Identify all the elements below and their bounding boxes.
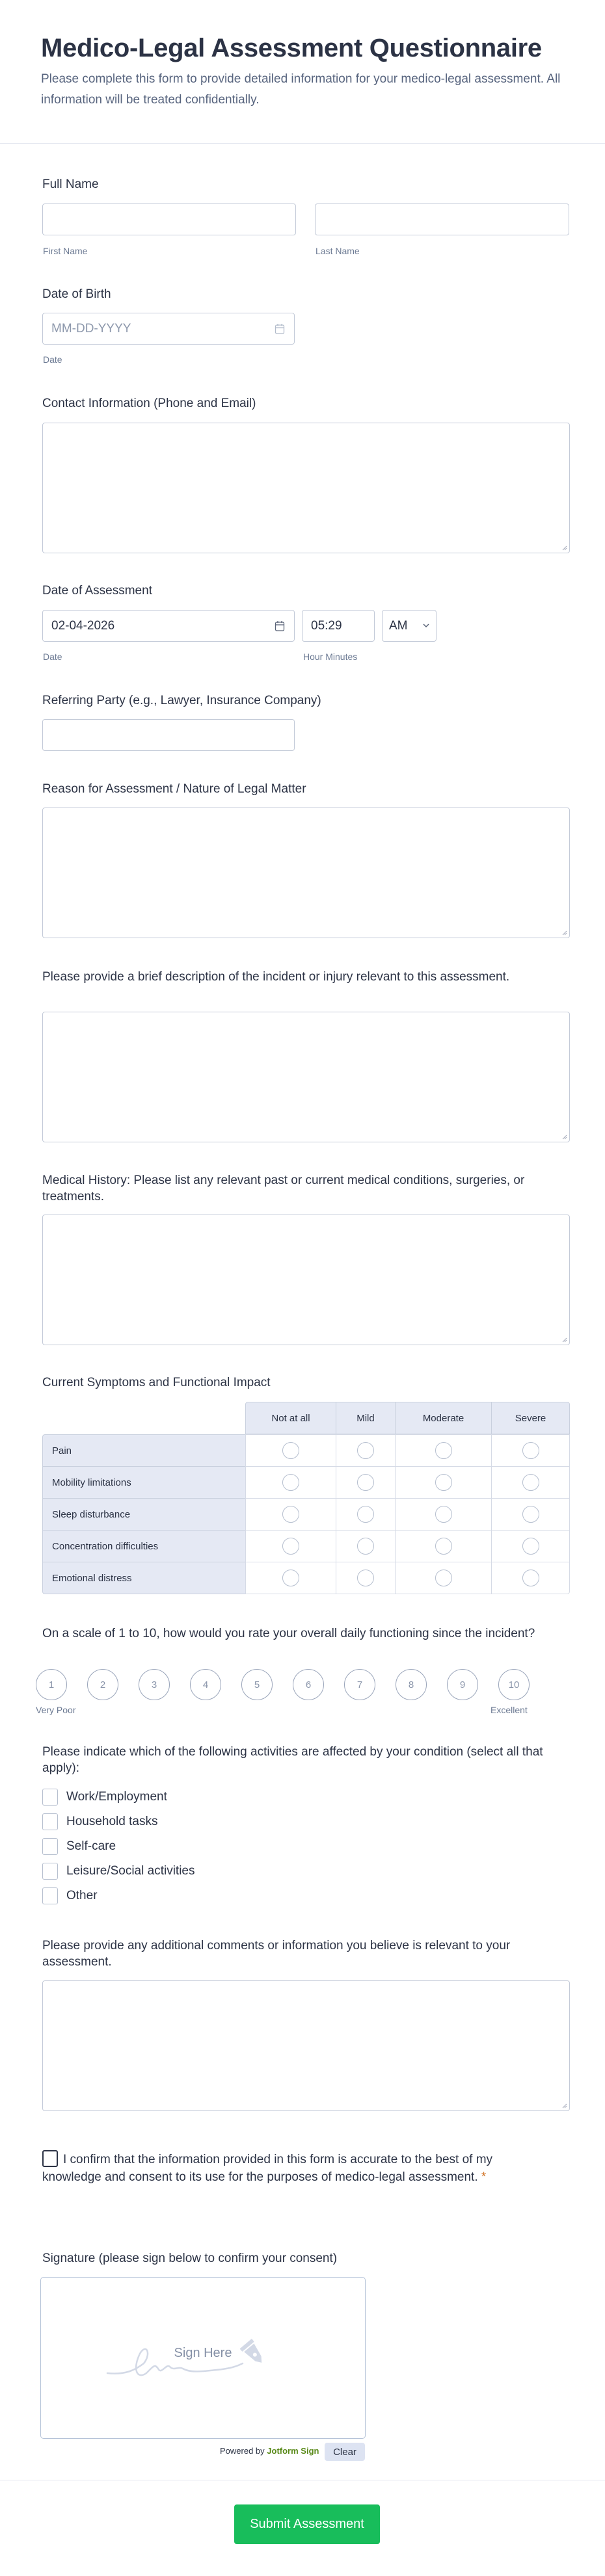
first-name-input[interactable] (42, 204, 296, 235)
signature-pad[interactable] (40, 2277, 366, 2439)
rating-label: On a scale of 1 to 10, how would you rate your overall daily functioning since the incident? (42, 1627, 535, 1640)
rating-option-4[interactable]: 4 (190, 1669, 221, 1700)
radio-concentration-mild[interactable] (357, 1538, 374, 1555)
jotform-sign-link[interactable]: Jotform Sign (267, 2446, 319, 2456)
resize-handle-icon[interactable] (561, 1337, 567, 1343)
matrix-cell[interactable] (395, 1434, 492, 1467)
calendar-icon[interactable] (275, 323, 285, 335)
activities-label: Please indicate which of the following activities are affected by your condition (select all that apply): (42, 1745, 543, 1775)
contact-textarea[interactable] (42, 423, 570, 553)
radio-concentration-severe[interactable] (522, 1538, 539, 1555)
radio-emotional-moderate[interactable] (435, 1570, 452, 1586)
full-name-label: Full Name (42, 177, 99, 191)
calendar-icon[interactable] (275, 620, 285, 632)
radio-sleep-mild[interactable] (357, 1506, 374, 1523)
radio-sleep-severe[interactable] (522, 1506, 539, 1523)
matrix-row-label: Concentration difficulties (42, 1530, 246, 1562)
consent-checkbox[interactable] (42, 2150, 58, 2167)
assessment-time-sublabel: Hour Minutes (303, 651, 358, 662)
checkbox-box[interactable] (42, 1887, 58, 1904)
dob-label: Date of Birth (42, 287, 111, 301)
radio-emotional-mild[interactable] (357, 1570, 374, 1586)
matrix-row-label: Pain (42, 1434, 246, 1467)
dob-placeholder: MM-DD-YYYY (51, 321, 131, 335)
rating-low-label: Very Poor (36, 1705, 76, 1715)
matrix-column-header: Mild (336, 1402, 396, 1434)
radio-concentration-not-at-all[interactable] (282, 1538, 299, 1555)
matrix-row-label: Emotional distress (42, 1562, 246, 1594)
incident-label: Please provide a brief description of the incident or injury relevant to this assessment. (42, 970, 510, 984)
radio-sleep-not-at-all[interactable] (282, 1506, 299, 1523)
comments-label: Please provide any additional comments or information you believe is relevant to your assessment. (42, 1939, 511, 1969)
rating-high-label: Excellent (491, 1705, 528, 1715)
matrix-cell[interactable] (491, 1434, 570, 1467)
referring-label: Referring Party (e.g., Lawyer, Insurance Company) (42, 694, 321, 707)
matrix-row-label: Mobility limitations (42, 1466, 246, 1499)
resize-handle-icon[interactable] (561, 2103, 567, 2109)
last-name-sublabel: Last Name (316, 246, 360, 256)
radio-concentration-moderate[interactable] (435, 1538, 452, 1555)
matrix-cell[interactable] (491, 1530, 570, 1562)
radio-mobility-severe[interactable] (522, 1474, 539, 1491)
rating-option-9[interactable]: 9 (447, 1669, 478, 1700)
symptoms-label: Current Symptoms and Functional Impact (42, 1376, 271, 1389)
matrix-cell[interactable] (336, 1498, 396, 1531)
rating-option-8[interactable]: 8 (396, 1669, 427, 1700)
checkbox-work[interactable]: Work/Employment (42, 1789, 167, 1806)
matrix-column-header: Not at all (245, 1402, 336, 1434)
rating-option-7[interactable]: 7 (344, 1669, 375, 1700)
first-name-sublabel: First Name (43, 246, 88, 256)
contact-label: Contact Information (Phone and Email) (42, 397, 256, 410)
checkbox-self-care[interactable]: Self-care (42, 1838, 116, 1855)
checkbox-box[interactable] (42, 1813, 58, 1830)
radio-pain-mild[interactable] (357, 1442, 374, 1459)
matrix-cell[interactable] (245, 1434, 336, 1467)
radio-mobility-moderate[interactable] (435, 1474, 452, 1491)
matrix-cell[interactable] (395, 1530, 492, 1562)
matrix-cell[interactable] (336, 1562, 396, 1594)
matrix-cell[interactable] (395, 1498, 492, 1531)
signature-label: Signature (please sign below to confirm your consent) (42, 2252, 338, 2265)
matrix-cell[interactable] (491, 1562, 570, 1594)
reason-textarea[interactable] (42, 808, 570, 938)
radio-pain-moderate[interactable] (435, 1442, 452, 1459)
last-name-input[interactable] (315, 204, 569, 235)
rating-option-1[interactable]: 1 (36, 1669, 67, 1700)
matrix-cell[interactable] (245, 1530, 336, 1562)
radio-mobility-not-at-all[interactable] (282, 1474, 299, 1491)
medical-history-label: Medical History: Please list any relevant past or current medical conditions, surgeries, or treatments. (42, 1174, 525, 1203)
page-title: Medico-Legal Assessment Questionnaire (41, 34, 542, 62)
rating-option-3[interactable]: 3 (139, 1669, 170, 1700)
submit-button[interactable]: Submit Assessment (234, 2504, 380, 2544)
checkbox-leisure[interactable]: Leisure/Social activities (42, 1863, 195, 1880)
matrix-cell[interactable] (245, 1498, 336, 1531)
matrix-cell[interactable] (245, 1562, 336, 1594)
reason-label: Reason for Assessment / Nature of Legal Matter (42, 782, 306, 796)
matrix-cell[interactable] (245, 1466, 336, 1499)
assessment-date-label: Date of Assessment (42, 584, 152, 598)
referring-input[interactable] (42, 719, 295, 751)
page-description: Please complete this form to provide detailed information for your medico-legal assessment. All information will be treated confidentially. (41, 72, 561, 107)
matrix-cell[interactable] (336, 1466, 396, 1499)
matrix-cell[interactable] (336, 1530, 396, 1562)
powered-by-text: Powered by Jotform Sign (220, 2446, 319, 2456)
chevron-down-icon (423, 624, 429, 628)
rating-option-6[interactable]: 6 (293, 1669, 324, 1700)
checkbox-box[interactable] (42, 1838, 58, 1855)
consent-checkbox-row[interactable] (42, 2150, 498, 2186)
assessment-date-sublabel: Date (43, 651, 62, 662)
checkbox-box[interactable] (42, 1863, 58, 1880)
ampm-select[interactable]: AM (382, 610, 437, 642)
matrix-column-header: Moderate (395, 1402, 492, 1434)
matrix-cell[interactable] (395, 1562, 492, 1594)
resize-handle-icon[interactable] (561, 930, 567, 936)
matrix-column-header: Severe (491, 1402, 570, 1434)
required-asterisk: * (481, 2170, 487, 2184)
rating-option-5[interactable]: 5 (241, 1669, 273, 1700)
checkbox-box[interactable] (42, 1789, 58, 1806)
resize-handle-icon[interactable] (561, 1134, 567, 1140)
header-divider (0, 143, 605, 144)
radio-pain-severe[interactable] (522, 1442, 539, 1459)
assessment-date-input[interactable]: 02-04-2026 (42, 610, 295, 642)
radio-sleep-moderate[interactable] (435, 1506, 452, 1523)
matrix-row-label: Sleep disturbance (42, 1498, 246, 1531)
checkbox-other[interactable]: Other (42, 1887, 98, 1904)
radio-mobility-mild[interactable] (357, 1474, 374, 1491)
rating-option-2[interactable]: 2 (87, 1669, 118, 1700)
signature-pen-icon (106, 2337, 282, 2380)
rating-option-10[interactable]: 10 (498, 1669, 530, 1700)
sign-here-placeholder: Sign Here (174, 2346, 232, 2360)
assessment-time-input[interactable]: 05:29 (302, 610, 375, 642)
dob-input[interactable] (42, 313, 295, 345)
incident-textarea[interactable] (42, 1012, 570, 1142)
checkbox-household[interactable]: Household tasks (42, 1813, 157, 1830)
clear-signature-button[interactable]: Clear (325, 2443, 365, 2461)
matrix-cell[interactable] (491, 1498, 570, 1531)
dob-sublabel: Date (43, 354, 62, 365)
resize-handle-icon[interactable] (561, 545, 567, 551)
comments-textarea[interactable] (42, 1980, 570, 2111)
radio-emotional-not-at-all[interactable] (282, 1570, 299, 1586)
medical-history-textarea[interactable] (42, 1215, 570, 1345)
matrix-cell[interactable] (336, 1434, 396, 1467)
matrix-cell[interactable] (491, 1466, 570, 1499)
radio-pain-not-at-all[interactable] (282, 1442, 299, 1459)
matrix-cell[interactable] (395, 1466, 492, 1499)
consent-text: I confirm that the information provided in this form is accurate to the best of my knowledge and consent to its use for the purposes of medico-legal assessment. (42, 2153, 493, 2184)
radio-emotional-severe[interactable] (522, 1570, 539, 1586)
